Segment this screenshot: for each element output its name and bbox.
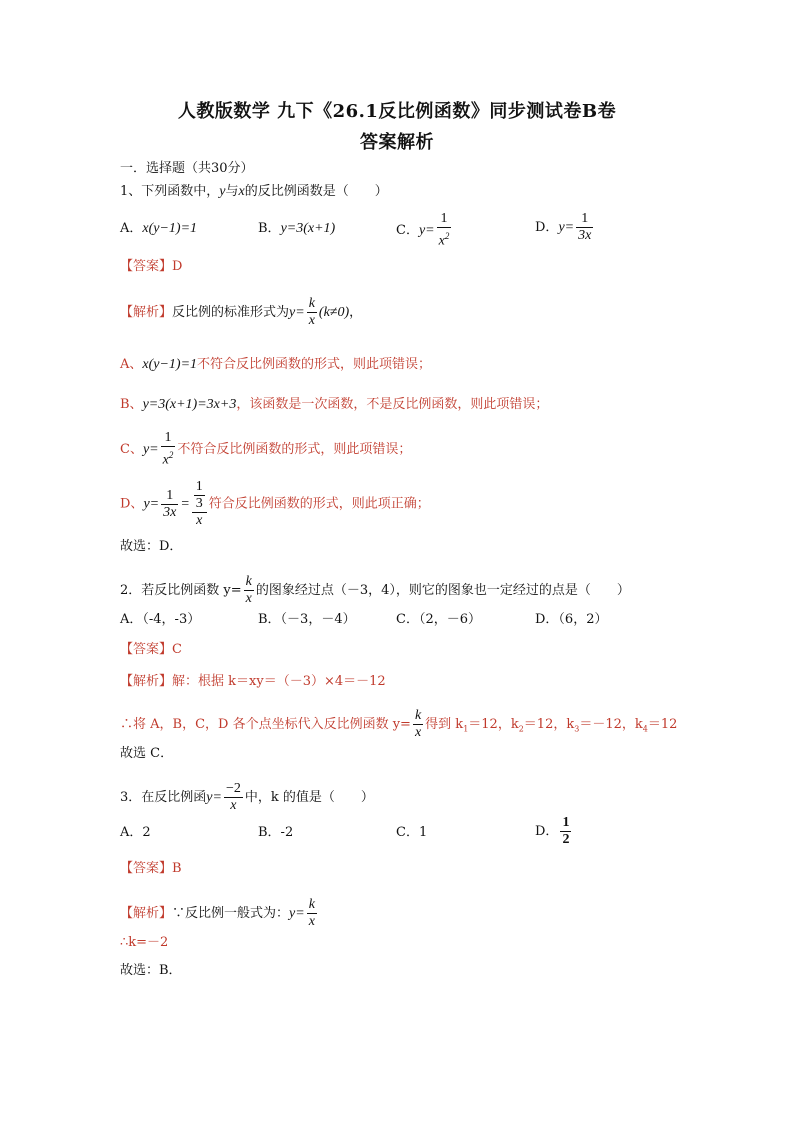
item-label: B、 <box>120 397 143 412</box>
q1-option-c <box>396 211 453 250</box>
q2-therefore <box>120 708 677 741</box>
fraction <box>307 897 317 930</box>
analysis-text: ∵反比例一般式为： <box>172 906 290 921</box>
q1-option-a <box>120 220 197 238</box>
answer-tag: 【答案】 <box>120 861 173 876</box>
subscript: 3 <box>574 724 580 734</box>
math: x(y−1)=1 <box>142 357 198 372</box>
text: ＝12 <box>647 717 678 732</box>
fraction <box>244 574 254 607</box>
answer-value: C <box>172 642 182 657</box>
q3-conclusion: 故选：B． <box>120 963 182 978</box>
stem-text: 2．若反比例函数 y= <box>120 583 242 598</box>
fraction <box>560 815 571 848</box>
math: y=3(x+1)=3x+3 <box>142 397 237 412</box>
option-label: A． <box>120 221 143 236</box>
q2-option-b: B．（－3，－4） <box>258 612 356 627</box>
answer-tag: 【答案】 <box>120 259 173 274</box>
q2-option-d: D．（6，2） <box>535 612 608 627</box>
q2-stem <box>120 574 630 607</box>
q1-analysis-b <box>120 396 548 414</box>
subscript: 2 <box>518 724 524 734</box>
item-text: ，该函数是一次函数，不是反比例函数，则此项错误； <box>236 397 549 412</box>
math: (k≠0) <box>318 305 350 320</box>
document-title: 人教版数学 九下《26.1反比例函数》同步测试卷B卷 <box>177 101 617 122</box>
math: = <box>180 496 190 512</box>
numerator: 1 <box>161 430 176 447</box>
option-label: D． <box>535 824 559 839</box>
denominator: 2 <box>562 832 570 847</box>
document-subtitle: 答案解析 <box>360 132 434 153</box>
analysis-tag: 【解析】 <box>120 906 173 921</box>
denominator: x <box>414 725 422 740</box>
q3-option-b: B．-2 <box>258 825 294 840</box>
fraction <box>576 211 593 244</box>
q3-answer <box>120 860 182 878</box>
q2-option-c: C．（2，－6） <box>396 612 481 627</box>
math: y= <box>143 496 160 512</box>
q3-analysis <box>120 897 319 930</box>
option-math: y= <box>558 220 575 235</box>
numerator: k <box>308 296 315 311</box>
q2-option-a: A．（-4，-3） <box>120 612 201 627</box>
item-label: C、 <box>120 441 143 457</box>
numerator: −2 <box>225 781 241 796</box>
text: 得到 k <box>425 717 464 732</box>
analysis-text: 反比例的标准形式为 <box>172 305 290 320</box>
denominator: x <box>245 591 252 606</box>
analysis-tag: 【解析】 <box>120 674 173 689</box>
q1-answer <box>120 258 182 276</box>
option-label: D． <box>535 220 559 235</box>
numerator: 1 <box>161 488 178 505</box>
den-base: x <box>162 452 169 468</box>
option-math: x(y−1)=1 <box>142 221 198 236</box>
numerator: 1 <box>437 211 452 228</box>
numerator: 1 <box>195 479 203 494</box>
q1-stem-text-3: 的反比例函数是（ ） <box>244 184 388 199</box>
subscript: 1 <box>463 724 469 734</box>
denominator: x <box>308 914 315 929</box>
q1-analysis-c <box>120 430 411 469</box>
exponent: 2 <box>444 231 450 241</box>
stem-text: 3．在反比例函 <box>120 790 207 805</box>
q1-analysis-d <box>120 479 430 529</box>
item-label: D、 <box>120 496 144 512</box>
q1-stem-text-2: 与 <box>225 184 239 199</box>
q1-analysis-a <box>120 356 431 374</box>
math: y= <box>289 305 305 320</box>
analysis-text: 解：根据 k＝xy＝（－3）×4＝－12 <box>172 674 386 689</box>
section-heading: 一．选择题（共30分） <box>120 161 254 176</box>
denominator: x <box>196 513 203 528</box>
exponent: 2 <box>168 450 174 460</box>
q1-var-x: x <box>238 184 245 199</box>
fraction <box>437 211 452 250</box>
q1-stem <box>120 183 388 201</box>
stem-text-2: 中，k 的值是（ ） <box>244 790 374 805</box>
denominator: 3 <box>195 496 203 511</box>
math: y= <box>142 441 159 457</box>
numerator: k <box>308 897 315 912</box>
q3-option-c: C．1 <box>396 825 428 840</box>
q1-var-y: y <box>219 184 226 199</box>
q1-option-d <box>535 211 595 244</box>
numerator: k <box>414 708 422 723</box>
denominator: x <box>230 798 237 813</box>
option-label: C． <box>396 222 419 238</box>
q3-therefore: ∴k=－2 <box>120 935 169 950</box>
answer-value: D <box>172 259 183 274</box>
denominator: 3x <box>578 228 592 243</box>
math: y= <box>206 790 222 805</box>
option-label: B． <box>258 221 281 236</box>
item-text: 不符合反比例函数的形式，则此项错误； <box>177 441 412 457</box>
text: ∴将 A，B，C，D 各个点坐标代入反比例函数 y= <box>120 717 411 732</box>
q2-analysis <box>120 673 386 691</box>
fraction <box>413 708 423 741</box>
denominator: 3x <box>163 504 177 520</box>
q1-conclusion: 故选：D． <box>120 539 183 554</box>
q3-stem <box>120 781 374 814</box>
punct: ， <box>349 305 363 320</box>
subscript: 4 <box>642 724 648 734</box>
option-math: y= <box>418 222 435 238</box>
q1-stem-text: 1、下列函数中， <box>120 184 220 199</box>
numerator: 1 <box>576 211 593 228</box>
den-base: x <box>438 233 445 249</box>
fraction <box>307 296 317 329</box>
fraction <box>161 488 178 521</box>
analysis-tag: 【解析】 <box>120 305 173 320</box>
text: ＝12，k <box>468 717 519 732</box>
compound-fraction <box>192 479 207 529</box>
q2-answer <box>120 641 182 659</box>
q3-option-a: A．2 <box>120 825 151 840</box>
q2-conclusion: 故选 C． <box>120 746 174 761</box>
option-math: y=3(x+1) <box>280 221 336 236</box>
item-text: 不符合反比例函数的形式，则此项错误； <box>197 357 432 372</box>
stem-text-2: 的图象经过点（－3，4），则它的图象也一定经过的点是（ ） <box>255 583 630 598</box>
item-label: A、 <box>120 357 143 372</box>
denominator <box>161 447 176 469</box>
inner-fraction <box>194 479 205 512</box>
math: y= <box>289 906 305 921</box>
answer-tag: 【答案】 <box>120 642 173 657</box>
q1-analysis <box>120 296 362 329</box>
numerator: 1 <box>562 815 570 830</box>
fraction <box>161 430 176 469</box>
text: ＝12，k <box>523 717 575 732</box>
fraction <box>224 781 243 814</box>
q3-option-d <box>535 815 573 848</box>
numerator: k <box>245 574 252 589</box>
text: ＝－12，k <box>579 717 643 732</box>
q1-option-b <box>258 220 335 238</box>
answer-value: B <box>172 861 182 876</box>
denominator: x <box>308 313 315 328</box>
denominator <box>437 228 452 250</box>
compound-numerator <box>192 479 207 513</box>
item-text: 符合反比例函数的形式，则此项正确； <box>208 496 430 512</box>
